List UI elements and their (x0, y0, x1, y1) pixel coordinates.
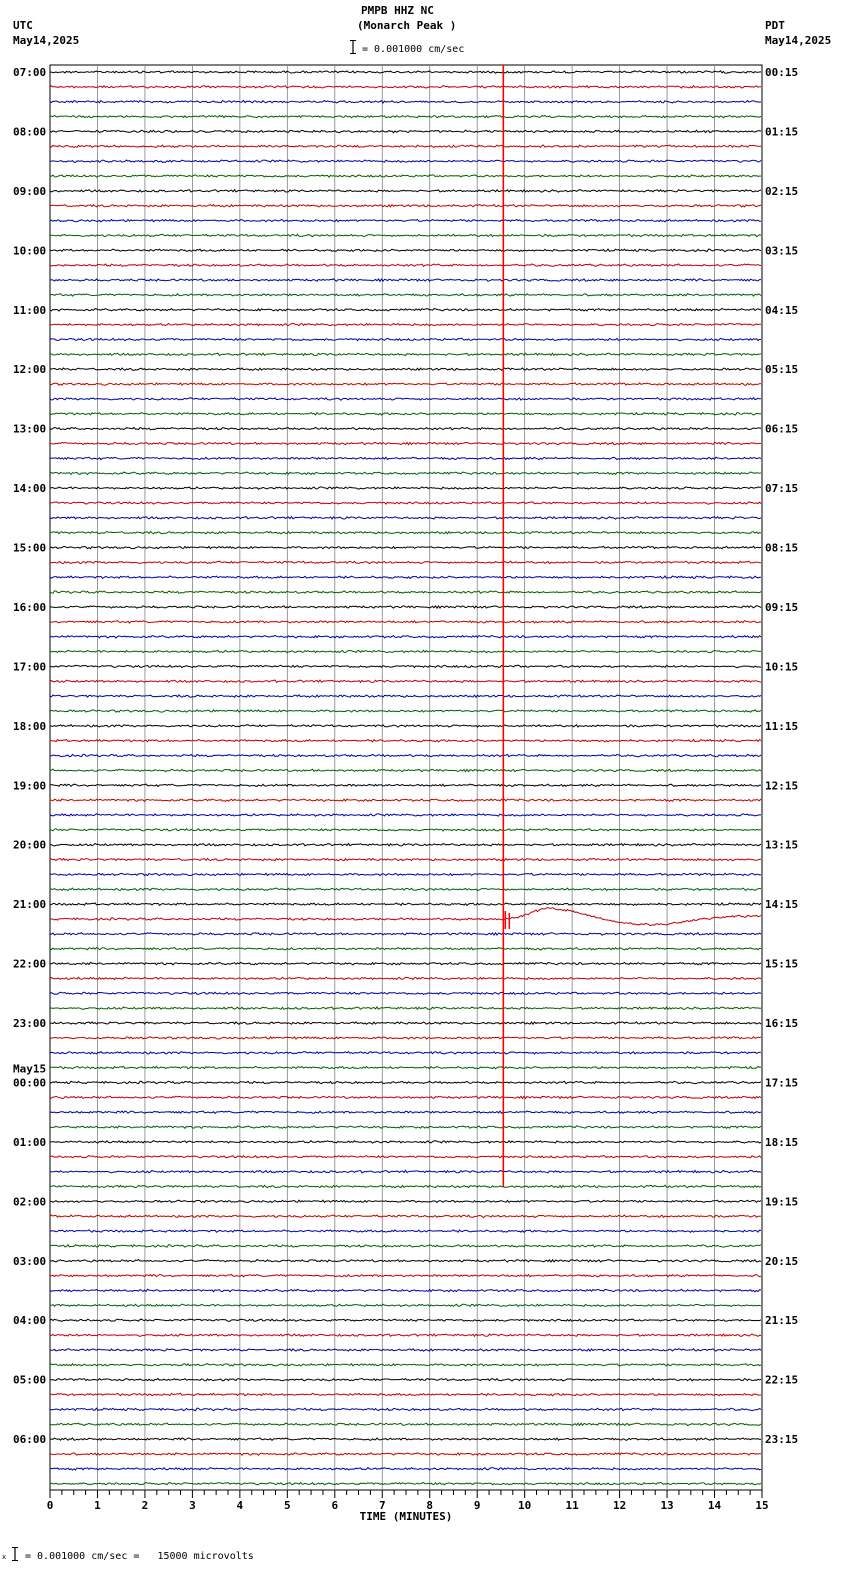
utc-hour-label: 09:00 (13, 184, 47, 198)
trace-row-70 (50, 1111, 761, 1113)
pdt-hour-label: 18:15 (765, 1135, 799, 1149)
x-tick-label: 5 (284, 1499, 291, 1512)
utc-date-change-label: May15 (13, 1062, 47, 1076)
trace-row-62 (50, 992, 761, 994)
x-tick-label: 4 (236, 1499, 244, 1512)
utc-hour-label: 17:00 (13, 660, 47, 674)
pdt-hour-label: 11:15 (765, 719, 799, 733)
pdt-hour-label: 03:15 (765, 244, 799, 258)
station-title: PMPB HHZ NC (361, 4, 434, 17)
trace-row-27 (50, 472, 761, 475)
utc-hour-label: 01:00 (13, 1135, 47, 1149)
trace-row-87 (50, 1364, 761, 1366)
utc-hour-label: 04:00 (13, 1314, 47, 1328)
trace-row-20 (50, 368, 761, 371)
site-title: (Monarch Peak ) (357, 19, 457, 32)
utc-hour-label: 21:00 (13, 898, 47, 912)
trace-row-78 (50, 1230, 761, 1232)
trace-row-44 (50, 725, 761, 728)
x-tick-label: 15 (755, 1499, 769, 1512)
x-tick-label: 10 (518, 1499, 532, 1512)
pdt-hour-label: 15:15 (765, 957, 799, 971)
trace-row-50 (50, 814, 761, 817)
trace-row-63 (50, 1007, 761, 1010)
trace-row-7 (50, 175, 761, 178)
trace-row-73 (50, 1156, 761, 1159)
trace-row-4 (50, 130, 761, 133)
trace-row-21 (50, 383, 761, 385)
trace-row-15 (50, 294, 761, 296)
trace-row-37 (50, 621, 761, 624)
trace-row-56 (50, 903, 761, 906)
trace-row-71 (50, 1126, 761, 1128)
pdt-hour-label: 09:15 (765, 600, 799, 614)
pdt-hour-label: 12:15 (765, 779, 799, 793)
trace-row-17 (50, 323, 761, 325)
trace-row-14 (50, 279, 761, 282)
trace-row-80 (50, 1260, 761, 1263)
trace-row-26 (50, 457, 761, 459)
x-tick-label: 14 (707, 1499, 722, 1512)
utc-hour-label: 11:00 (13, 303, 47, 317)
trace-row-67 (50, 1066, 761, 1068)
utc-hour-label: 16:00 (13, 600, 47, 614)
pdt-hour-label: 10:15 (765, 660, 799, 674)
trace-row-84 (50, 1319, 761, 1321)
pdt-hour-label: 08:15 (765, 541, 799, 555)
trace-row-89 (50, 1393, 761, 1396)
trace-row-76 (50, 1200, 761, 1202)
trace-row-2 (50, 101, 761, 104)
pdt-hour-label: 16:15 (765, 1017, 799, 1031)
x-tick-label: 3 (189, 1499, 196, 1512)
trace-row-0 (50, 71, 761, 73)
trace-row-60 (50, 962, 761, 965)
trace-row-29 (50, 502, 761, 505)
trace-row-31 (50, 531, 761, 534)
utc-hour-label: 23:00 (13, 1017, 47, 1031)
trace-row-61 (50, 977, 761, 979)
trace-row-53 (50, 858, 761, 861)
footer-scale-icon (2, 1546, 22, 1560)
trace-row-48 (50, 784, 761, 786)
x-axis-label: TIME (MINUTES) (359, 1510, 453, 1523)
trace-row-3 (50, 115, 761, 117)
trace-row-77 (50, 1215, 761, 1218)
trace-row-94 (50, 1468, 761, 1471)
trace-row-25 (50, 442, 761, 444)
pdt-hour-label: 04:15 (765, 303, 799, 317)
trace-row-42 (50, 695, 761, 698)
trace-row-22 (50, 398, 761, 401)
trace-row-49 (50, 799, 761, 802)
pdt-hour-label: 17:15 (765, 1076, 799, 1090)
pdt-tz-label: PDT (765, 19, 785, 32)
utc-hour-label: 19:00 (13, 779, 47, 793)
trace-row-13 (50, 264, 761, 267)
trace-row-55 (50, 888, 761, 891)
trace-row-74 (50, 1170, 761, 1173)
utc-hour-label: 03:00 (13, 1254, 47, 1268)
trace-row-58 (50, 933, 761, 936)
scale-text: = 0.001000 cm/sec (362, 44, 465, 55)
utc-hour-label: 20:00 (13, 838, 47, 852)
trace-row-91 (50, 1423, 761, 1426)
trace-row-65 (50, 1037, 761, 1039)
trace-row-28 (50, 487, 761, 489)
utc-hour-label: 07:00 (13, 66, 47, 79)
trace-row-59 (50, 948, 761, 951)
utc-date-label: May14,2025 (13, 34, 80, 47)
trace-row-30 (50, 517, 761, 520)
pdt-hour-label: 20:15 (765, 1254, 799, 1268)
utc-tz-label: UTC (13, 19, 33, 32)
trace-row-39 (50, 650, 761, 652)
trace-row-52 (50, 844, 761, 847)
x-tick-label: 6 (331, 1499, 339, 1512)
trace-row-93 (50, 1453, 761, 1456)
pdt-hour-label: 19:15 (765, 1195, 799, 1209)
x-tick-label: 0 (46, 1499, 54, 1512)
trace-row-41 (50, 680, 761, 683)
trace-row-16 (50, 309, 761, 312)
trace-row-45 (50, 740, 761, 742)
utc-hour-label: 02:00 (13, 1195, 47, 1209)
pdt-hour-label: 23:15 (765, 1433, 799, 1447)
x-tick-label: 1 (94, 1499, 101, 1512)
pdt-hour-label: 01:15 (765, 125, 799, 139)
pdt-hour-label: 22:15 (765, 1373, 799, 1387)
pdt-date-label: May14,2025 (765, 34, 832, 47)
trace-row-9 (50, 205, 761, 207)
trace-row-72 (50, 1141, 761, 1144)
x-tick-label: 13 (660, 1499, 674, 1512)
pdt-hour-label: 21:15 (765, 1314, 799, 1328)
x-tick-label: 8 (426, 1499, 434, 1512)
trace-row-92 (50, 1438, 761, 1441)
utc-hour-label: 12:00 (13, 363, 47, 377)
trace-row-19 (50, 353, 761, 356)
pdt-hour-label: 06:15 (765, 422, 799, 436)
utc-hour-label: 10:00 (13, 244, 47, 258)
footer-scale-text: = 0.001000 cm/sec = 15000 microvolts (25, 1551, 254, 1562)
trace-row-23 (50, 413, 761, 415)
trace-row-1 (50, 86, 761, 89)
trace-row-81 (50, 1275, 761, 1277)
trace-row-24 (50, 427, 761, 430)
trace-row-95 (50, 1482, 761, 1485)
trace-row-8 (50, 190, 761, 193)
trace-row-12 (50, 249, 761, 252)
x-tick-label: 9 (473, 1499, 481, 1512)
trace-row-18 (50, 338, 761, 341)
utc-hour-label: 18:00 (13, 719, 47, 733)
utc-hour-label: 22:00 (13, 957, 47, 971)
trace-row-34 (50, 576, 761, 579)
trace-row-35 (50, 591, 761, 594)
utc-hour-label: 15:00 (13, 541, 47, 555)
trace-row-11 (50, 234, 761, 237)
trace-row-33 (50, 561, 761, 564)
trace-row-54 (50, 873, 761, 875)
trace-row-66 (50, 1052, 761, 1054)
trace-row-86 (50, 1349, 761, 1352)
utc-hour-label: 00:00 (13, 1076, 47, 1090)
trace-row-32 (50, 546, 761, 548)
trace-row-90 (50, 1408, 761, 1411)
trace-row-38 (50, 636, 761, 639)
x-tick-label: 2 (141, 1499, 149, 1512)
utc-hour-label: 13:00 (13, 422, 47, 436)
utc-hour-label: 14:00 (13, 482, 47, 496)
utc-hour-label: 05:00 (13, 1373, 47, 1387)
trace-row-43 (50, 710, 761, 712)
trace-row-47 (50, 769, 761, 772)
trace-row-5 (50, 145, 761, 147)
trace-row-64 (50, 1022, 761, 1024)
trace-row-85 (50, 1334, 761, 1337)
trace-row-83 (50, 1304, 761, 1307)
utc-hour-label: 08:00 (13, 125, 47, 139)
pdt-hour-label: 05:15 (765, 363, 799, 377)
trace-row-10 (50, 219, 761, 221)
trace-row-51 (50, 829, 761, 832)
svg-text:x: x (2, 1553, 7, 1561)
trace-row-57 (50, 908, 761, 926)
trace-row-6 (50, 160, 761, 162)
x-tick-label: 11 (565, 1499, 579, 1512)
pdt-hour-label: 07:15 (765, 482, 799, 496)
trace-row-79 (50, 1245, 761, 1248)
trace-row-46 (50, 754, 761, 757)
pdt-hour-label: 13:15 (765, 838, 799, 852)
trace-row-68 (50, 1081, 761, 1084)
trace-row-69 (50, 1096, 761, 1099)
trace-row-75 (50, 1185, 761, 1188)
trace-row-40 (50, 665, 761, 668)
x-tick-label: 7 (378, 1499, 386, 1512)
trace-row-88 (50, 1379, 761, 1382)
utc-hour-label: 06:00 (13, 1433, 47, 1447)
trace-row-36 (50, 606, 761, 608)
trace-row-82 (50, 1289, 761, 1292)
pdt-hour-label: 02:15 (765, 184, 799, 198)
x-tick-label: 12 (612, 1499, 627, 1512)
pdt-hour-label: 14:15 (765, 898, 799, 912)
pdt-hour-label: 00:15 (765, 66, 799, 79)
